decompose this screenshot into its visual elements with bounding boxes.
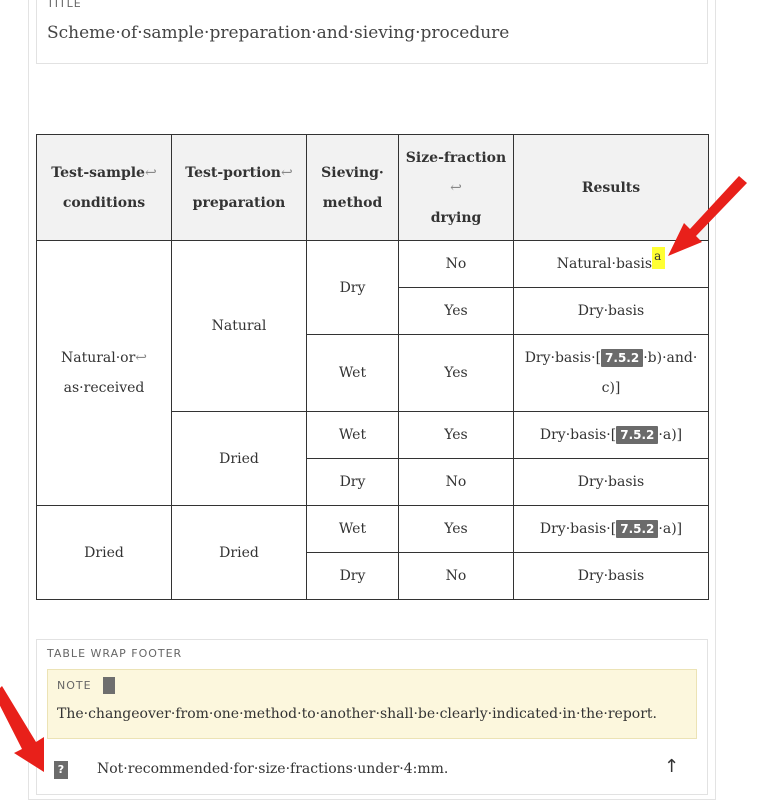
- footnote-mark-a[interactable]: a: [652, 247, 665, 269]
- procedure-table: [36, 134, 709, 600]
- cell-result-dry-basis[interactable]: Dry·basis: [514, 459, 709, 506]
- table-row: [37, 506, 709, 553]
- cell-result-dry-basis-ref[interactable]: Dry·basis·[ 7.5.2 ·b)·and· c)]: [514, 335, 709, 412]
- table-row: [37, 241, 709, 288]
- cell-drying-yes[interactable]: Yes: [399, 288, 514, 335]
- header-test-portion-preparation[interactable]: Test-portion↩ preparation: [172, 135, 307, 241]
- note-marker: [103, 677, 115, 694]
- table-header-row: [37, 135, 709, 241]
- cell-drying-no[interactable]: No: [399, 241, 514, 288]
- title-section-label: TITLE: [47, 0, 82, 10]
- cell-result-dry-basis[interactable]: Dry·basis: [514, 288, 709, 335]
- cell-natural[interactable]: Natural: [172, 241, 307, 412]
- header-test-sample-conditions[interactable]: Test-sample↩ conditions: [37, 135, 172, 241]
- title-section[interactable]: [36, 0, 708, 64]
- cell-natural-or-as-received[interactable]: Natural·or↩ as·received: [37, 241, 172, 506]
- cell-dried[interactable]: Dried: [172, 506, 307, 600]
- header-results[interactable]: Results: [514, 135, 709, 241]
- header-size-fraction-drying[interactable]: Size-fraction ↩ drying: [399, 135, 514, 241]
- note-label: NOTE: [57, 679, 92, 692]
- cell-dried[interactable]: Dried: [172, 412, 307, 506]
- cell-drying-yes[interactable]: Yes: [399, 506, 514, 553]
- note-text[interactable]: The·changeover·from·one·method·to·another·shall·be·clearly·indicated·in·the·report.: [57, 706, 657, 722]
- cell-drying-no[interactable]: No: [399, 459, 514, 506]
- header-sieving-method[interactable]: Sieving· method: [307, 135, 399, 241]
- table-title-text[interactable]: Scheme·of·sample·preparation·and·sieving·procedure: [47, 23, 510, 43]
- note-box[interactable]: [47, 669, 697, 739]
- cell-sieving-dry[interactable]: Dry: [307, 241, 399, 335]
- cell-sieving-wet[interactable]: Wet: [307, 335, 399, 412]
- footer-section-label: TABLE WRAP FOOTER: [47, 647, 183, 660]
- cell-sieving-wet[interactable]: Wet: [307, 506, 399, 553]
- xref-badge[interactable]: 7.5.2: [616, 426, 658, 444]
- cell-result-dry-basis[interactable]: Dry·basis: [514, 553, 709, 600]
- cell-sieving-wet[interactable]: Wet: [307, 412, 399, 459]
- arrow-up-icon[interactable]: ↑: [664, 756, 680, 777]
- footnote-text[interactable]: Not·recommended·for·size·fractions·under·4:mm.: [97, 761, 449, 777]
- cell-drying-yes[interactable]: Yes: [399, 335, 514, 412]
- cell-drying-yes[interactable]: Yes: [399, 412, 514, 459]
- table-wrap-footer: [36, 639, 708, 795]
- cell-result-natural-basis[interactable]: Natural·basis a: [514, 241, 709, 288]
- xref-badge[interactable]: 7.5.2: [601, 349, 643, 367]
- xref-badge[interactable]: 7.5.2: [616, 520, 658, 538]
- footnote-badge[interactable]: ?: [54, 761, 68, 779]
- cell-sieving-dry[interactable]: Dry: [307, 553, 399, 600]
- cell-result-dry-basis-ref[interactable]: Dry·basis·[ 7.5.2 ·a)]: [514, 412, 709, 459]
- cell-drying-no[interactable]: No: [399, 553, 514, 600]
- cell-result-dry-basis-ref[interactable]: Dry·basis·[ 7.5.2 ·a)]: [514, 506, 709, 553]
- cell-dried-condition[interactable]: Dried: [37, 506, 172, 600]
- cell-sieving-dry[interactable]: Dry: [307, 459, 399, 506]
